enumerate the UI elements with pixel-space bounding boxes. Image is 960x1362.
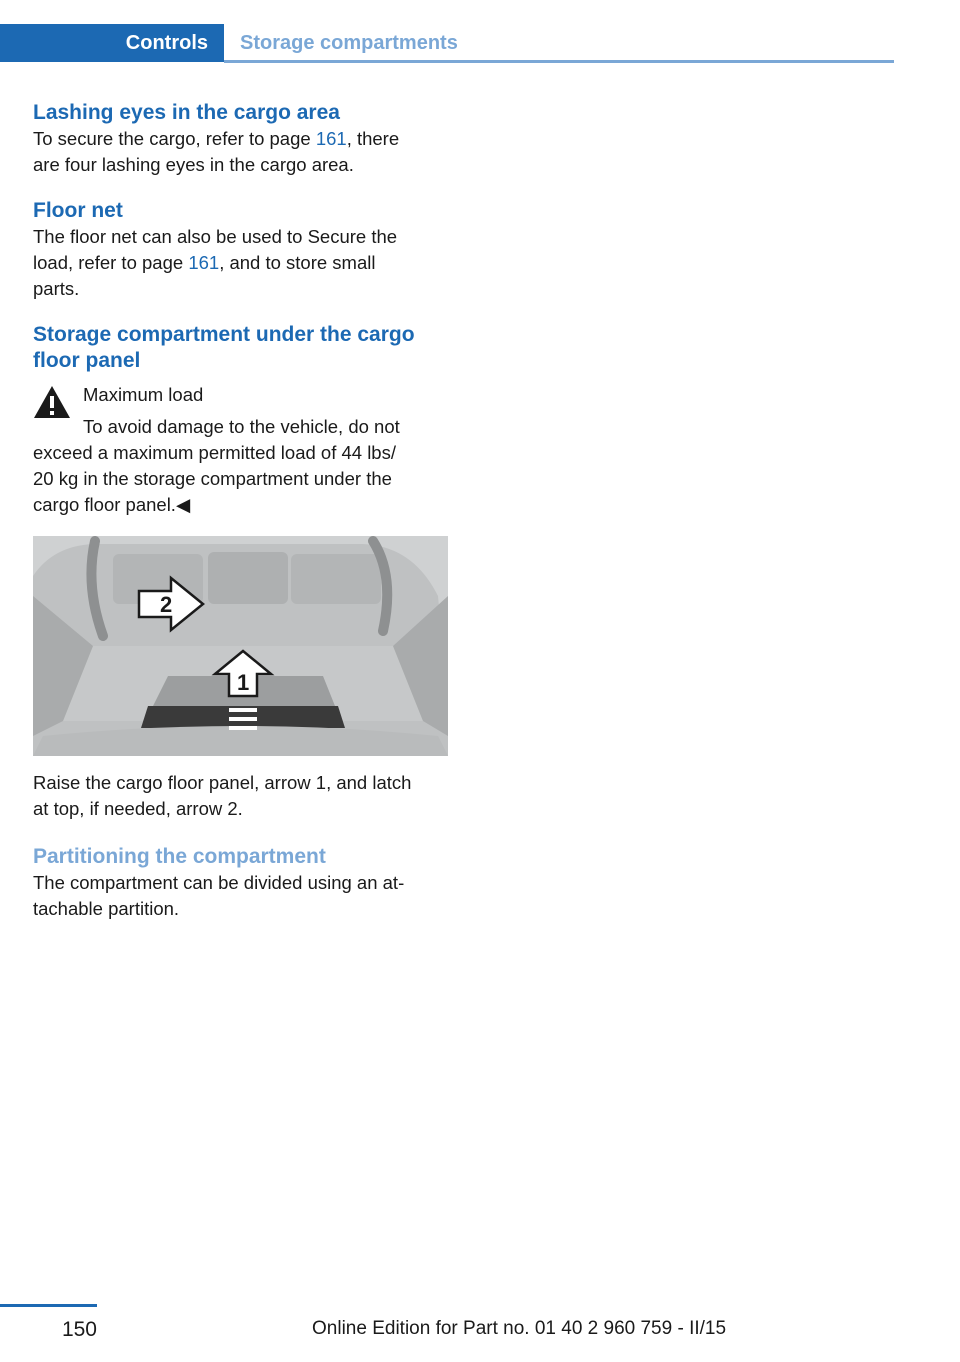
arrow-label-2: 2 xyxy=(160,592,173,617)
text-run: The floor net can also be used to Secure the xyxy=(33,226,398,247)
lashing-text xyxy=(33,126,448,178)
text-run: exceed a maximum permitted load of 44 lbs/ xyxy=(33,442,396,463)
footer-rule xyxy=(0,1304,97,1307)
text-run: tachable partition. xyxy=(33,898,180,919)
warning-title: Maximum load xyxy=(83,384,204,405)
text-run: , and to store small xyxy=(219,252,376,273)
heading-storage-compartment xyxy=(33,322,448,374)
text-run: load, refer to page xyxy=(33,252,189,273)
heading-lashing-eyes: Lashing eyes in the cargo area xyxy=(33,101,340,124)
floor-net-text xyxy=(33,224,448,302)
text-run: To secure the cargo, refer to page xyxy=(33,128,316,149)
heading-line: Storage compartment under the cargo xyxy=(33,323,415,346)
text-run: The compartment can be divided using an at- xyxy=(33,872,405,893)
text-run: are four lashing eyes in the cargo area. xyxy=(33,154,354,175)
page-link-161[interactable]: 161 xyxy=(188,252,220,273)
content-column xyxy=(33,100,448,922)
warning-block xyxy=(33,382,448,518)
text-run: cargo floor panel.◀ xyxy=(33,494,191,515)
cargo-area-illustration xyxy=(33,536,448,756)
text-run: at top, if needed, arrow 2. xyxy=(33,798,243,819)
page-number: 150 xyxy=(61,1318,97,1341)
cargo-area-drawing xyxy=(33,536,448,756)
figure-caption xyxy=(33,770,448,822)
warning-icon xyxy=(33,384,71,420)
text-run: , there xyxy=(346,128,400,149)
section-tab-label: Controls xyxy=(125,31,208,54)
heading-floor-net: Floor net xyxy=(33,199,123,222)
header-rule xyxy=(224,60,894,63)
text-run: To avoid damage to the vehicle, do not xyxy=(83,416,400,437)
text-run: Raise the cargo floor panel, arrow 1, and latch xyxy=(33,772,412,793)
subsection-title: Storage compartments xyxy=(240,31,458,54)
edition-text: Online Edition for Part no. 01 40 2 960 759 - II/15 xyxy=(312,1318,727,1339)
text-run: 20 kg in the storage compartment under the xyxy=(33,468,392,489)
section-tab[interactable] xyxy=(0,24,224,62)
partitioning-text xyxy=(33,870,448,922)
warning-text xyxy=(33,414,448,518)
heading-line: floor panel xyxy=(33,349,141,372)
text-run: parts. xyxy=(33,278,80,299)
page-link-161[interactable]: 161 xyxy=(315,128,347,149)
heading-partitioning: Partitioning the compartment xyxy=(33,845,326,868)
arrow-label-1: 1 xyxy=(237,670,250,695)
